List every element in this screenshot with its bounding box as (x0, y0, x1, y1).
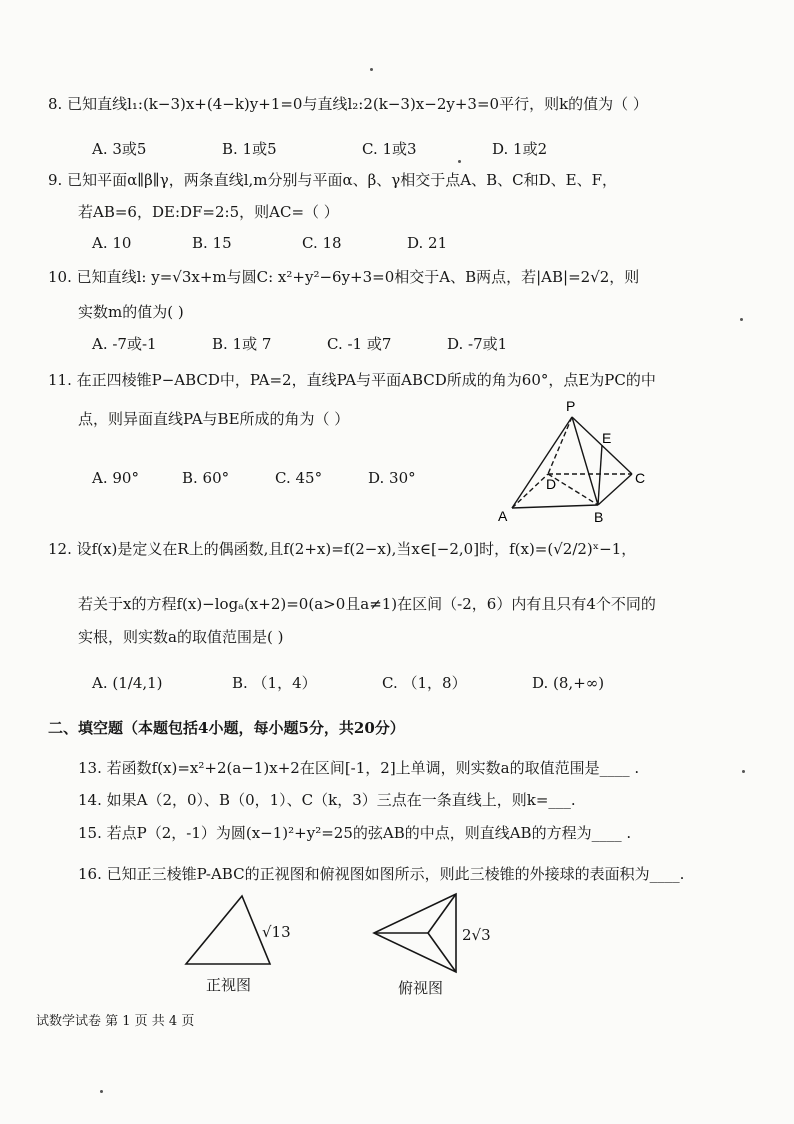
scan-speck (458, 160, 461, 163)
label-c: C (635, 470, 646, 486)
scan-speck (740, 318, 743, 321)
q8-option-c[interactable]: C. 1或3 (362, 140, 417, 158)
front-view-edge-label: √13 (262, 923, 291, 941)
scan-speck (370, 68, 373, 71)
q14-stem: 14. 如果A（2，0）、B（0，1）、C（k，3）三点在一条直线上，则k=___. (78, 791, 576, 809)
q10-option-c[interactable]: C. -1 或7 (327, 335, 392, 353)
q10-stem-line2: 实数m的值为( ) (78, 303, 184, 321)
scan-speck (742, 770, 745, 773)
q9-option-a[interactable]: A. 10 (92, 234, 132, 252)
label-b: B (594, 509, 604, 525)
q15-stem: 15. 若点P（2，-1）为圆(x−1)²+y²=25的弦AB的中点，则直线AB的方程为____ . (78, 824, 632, 842)
q12-option-d[interactable]: D. (8,+∞) (532, 674, 605, 692)
front-view-triangle (186, 896, 270, 964)
q8-option-a[interactable]: A. 3或5 (92, 140, 147, 158)
top-view-figure (368, 888, 468, 978)
label-e: E (602, 430, 612, 446)
pyramid-figure (490, 395, 660, 525)
label-a: A (498, 508, 508, 524)
q10-option-a[interactable]: A. -7或-1 (92, 335, 157, 353)
q11-option-b[interactable]: B. 60° (182, 469, 230, 487)
q8-option-b[interactable]: B. 1或5 (222, 140, 277, 158)
top-view-caption: 俯视图 (398, 979, 444, 997)
label-d: D (546, 476, 557, 492)
edge-bc (598, 474, 632, 505)
q9-option-c[interactable]: C. 18 (302, 234, 342, 252)
edge-ad-hidden (512, 474, 548, 508)
q13-stem: 13. 若函数f(x)=x²+2(a−1)x+2在区间[-1，2]上单调，则实数a的取值范围是____ . (78, 759, 640, 777)
q9-stem-line1: 9. 已知平面α∥β∥γ，两条直线l,m分别与平面α、β、γ相交于点A、B、C和D、E、F， (48, 171, 617, 189)
edge-pa (512, 417, 572, 508)
scan-speck (100, 1090, 103, 1093)
edge-ab (512, 505, 598, 508)
label-p: P (566, 398, 576, 414)
q16-stem: 16. 已知正三棱锥P-ABC的正视图和俯视图如图所示，则此三棱锥的外接球的表面积为____. (78, 865, 685, 883)
q8-option-d[interactable]: D. 1或2 (492, 140, 548, 158)
q12-option-a[interactable]: A. (1/4,1) (92, 674, 163, 692)
front-view-caption: 正视图 (206, 976, 252, 994)
q11-option-c[interactable]: C. 45° (275, 469, 323, 487)
q12-option-b[interactable]: B. （1，4） (232, 674, 317, 692)
q12-option-c[interactable]: C. （1，8） (382, 674, 467, 692)
q8-stem: 8. 已知直线l₁:(k−3)x+(4−k)y+1=0与直线l₂:2(k−3)x−2y+3=0平行，则k的值为（ ） (48, 95, 648, 113)
q9-stem-line2: 若AB=6，DE:DF=2:5，则AC=（ ） (78, 203, 339, 221)
q9-option-d[interactable]: D. 21 (407, 234, 448, 252)
q9-option-b[interactable]: B. 15 (192, 234, 232, 252)
q11-option-d[interactable]: D. 30° (368, 469, 416, 487)
edge-pd-hidden (548, 417, 572, 474)
q11-option-a[interactable]: A. 90° (92, 469, 139, 487)
q12-stem-line2: 若关于x的方程f(x)−logₐ(x+2)=0(a>0且a≠1)在区间（-2，6）内有且只有4个不同的 (78, 595, 656, 613)
q12-stem-line1: 12. 设f(x)是定义在R上的偶函数,且f(2+x)=f(2−x),当x∈[−2,0]时，f(x)=(√2/2)ˣ−1， (48, 540, 637, 558)
q10-stem-line1: 10. 已知直线l: y=√3x+m与圆C: x²+y²−6y+3=0相交于A、B两点，若|AB|=2√2，则 (48, 268, 640, 286)
q11-stem-line2: 点，则异面直线PA与BE所成的角为（ ） (78, 410, 350, 428)
q10-option-b[interactable]: B. 1或 7 (212, 335, 272, 353)
top-view-edge-label: 2√3 (462, 926, 491, 944)
q12-stem-line3: 实根，则实数a的取值范围是( ) (78, 628, 284, 646)
segment-be (598, 445, 602, 505)
section-2-heading: 二、填空题（本题包括4小题，每小题5分，共20分） (48, 719, 405, 737)
page-footer: 试数学试卷 第 1 页 共 4 页 (36, 1014, 195, 1029)
q11-stem-line1: 11. 在正四棱锥P−ABCD中，PA=2，直线PA与平面ABCD所成的角为60°，点E为PC的中 (48, 371, 656, 389)
q10-option-d[interactable]: D. -7或1 (447, 335, 508, 353)
